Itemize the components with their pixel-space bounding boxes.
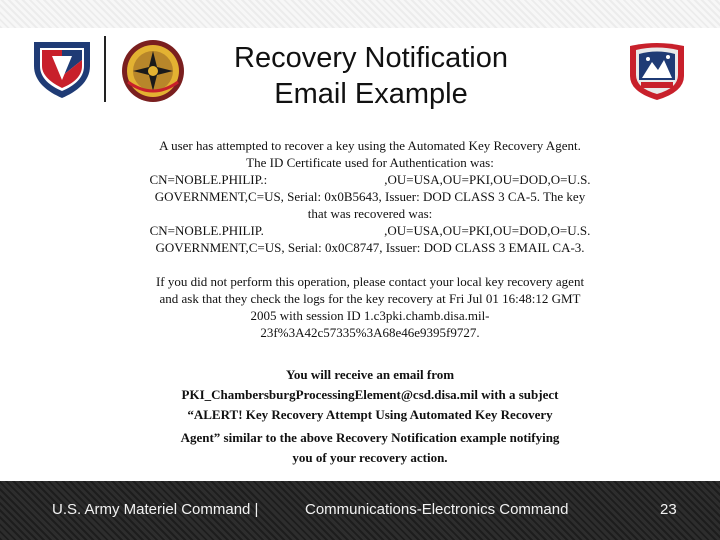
title-line-2: Email Example <box>274 78 468 110</box>
text-line: CN=NOBLE.PHILIP.: ,OU=USA,OU=PKI,OU=DOD,O=U.S. <box>149 172 591 187</box>
text-line: “ALERT! Key Recovery Attempt Using Automated Key Recovery <box>187 407 553 422</box>
header-divider <box>104 36 106 102</box>
amc-shield-logo <box>30 36 94 100</box>
text-line: CN=NOBLE.PHILIP. ,OU=USA,OU=PKI,OU=DOD,O=U.S. <box>149 223 591 238</box>
paragraph-contact-instructions <box>110 273 630 341</box>
footer-organization: U.S. Army Materiel Command | <box>52 501 259 518</box>
text-line: The ID Certificate used for Authentication was: <box>246 155 494 170</box>
footer-command-name: Communications-Electronics Command <box>305 501 569 518</box>
top-texture-band <box>0 0 720 28</box>
paragraph-authentication-details <box>110 137 630 256</box>
text-line: that was recovered was: <box>307 206 433 221</box>
text-line: you of your recovery action. <box>292 450 448 465</box>
text-line: 23f%3A42c57335%3A68e46e9395f9727. <box>260 325 480 340</box>
page-number: 23 <box>660 501 677 518</box>
slide-title <box>190 40 552 112</box>
text-line: and ask that they check the logs for the key recovery at Fri Jul 01 16:48:12 GMT <box>159 291 581 306</box>
text-line: Agent” similar to the above Recovery Notification example notifying <box>180 430 560 445</box>
text-line: 2005 with session ID 1.c3pki.chamb.disa.mil- <box>250 308 490 323</box>
text-line: PKI_ChambersburgProcessingElement@csd.disa.mil with a subject <box>181 387 559 402</box>
text-line: A user has attempted to recover a key using the Automated Key Recovery Agent. <box>159 138 581 153</box>
text-line: If you did not perform this operation, please contact your local key recovery agent <box>155 274 585 289</box>
text-line: You will receive an email from <box>285 367 455 382</box>
paragraph-email-notice <box>110 365 630 468</box>
text-line: GOVERNMENT,C=US, Serial: 0x0C8747, Issuer: DOD CLASS 3 EMAIL CA-3. <box>155 240 585 255</box>
unit-insignia-logo <box>628 40 686 102</box>
text-line: GOVERNMENT,C=US, Serial: 0x0B5643, Issuer: DOD CLASS 3 CA-5. The key <box>154 189 586 204</box>
cecom-emblem-logo <box>120 38 186 104</box>
title-line-1: Recovery Notification <box>234 42 508 74</box>
